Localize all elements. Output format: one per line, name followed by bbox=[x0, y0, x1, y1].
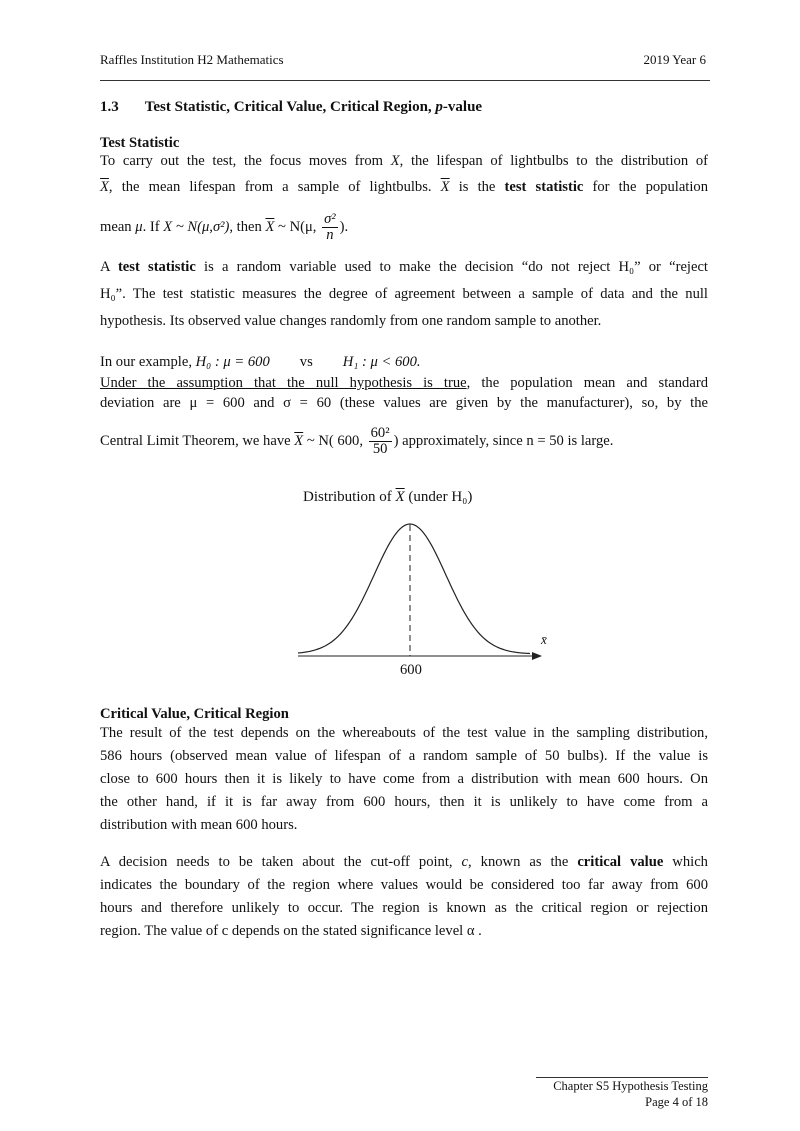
normal-curve bbox=[298, 524, 530, 654]
footer-rule bbox=[536, 1077, 708, 1078]
axis-label: x̄ bbox=[541, 632, 547, 647]
text-line: hours and therefore unlikely to occur. The region is known as the critical region or rejection bbox=[100, 900, 708, 916]
text-line: $\overline{X}$, the mean lifespan from a sample of lightbulbs. $\overline{X}$ is the test statistic for the population bbox=[100, 179, 708, 195]
test-statistic-heading: Test Statistic bbox=[100, 135, 180, 151]
text-line: distribution with mean 600 hours. bbox=[100, 817, 298, 833]
hypotheses-line: In our example, H₀ : μ = 600 vs H₁ : μ < 600. bbox=[100, 354, 421, 370]
header-right: 2019 Year 6 bbox=[643, 52, 706, 67]
math-line: Central Limit Theorem, we have $\overline{X}$ ~ N( 600, $\frac{\text{60²}}{50}$ ) approximately, since n = 50 is large. bbox=[100, 425, 614, 458]
footer-page: Page 4 of 18 bbox=[645, 1095, 708, 1109]
text-line: The result of the test depends on the whereabouts of the test value in the sampling distribution, bbox=[100, 725, 708, 741]
text-line: indicates the boundary of the region where values would be considered too far away from 600 bbox=[100, 877, 708, 893]
text-line: the other hand, if it is far away from 600 hours, then it is unlikely to have come from a bbox=[100, 794, 708, 810]
text-line: H₀”. The test statistic measures the degree of agreement between a sample of data and the null bbox=[100, 286, 708, 302]
critical-heading: Critical Value, Critical Region bbox=[100, 706, 289, 722]
header-left: Raffles Institution H2 Mathematics bbox=[100, 52, 284, 67]
text-line: deviation are μ = 600 and σ = 60 (these values are given by the manufacturer), so, by the bbox=[100, 395, 708, 411]
section-heading: 1.3 Test Statistic, Critical Value, Critical Region, p-value bbox=[100, 99, 483, 115]
text-line: A test statistic is a random variable used to make the decision “do not reject H₀” or “reject bbox=[100, 259, 708, 275]
text-line: hypothesis. Its observed value changes randomly from one random sample to another. bbox=[100, 313, 602, 329]
footer-chapter: Chapter S5 Hypothesis Testing bbox=[553, 1079, 708, 1093]
text-line: 586 hours (observed mean value of lifespan of a random sample of 50 bulbs). If the value is bbox=[100, 748, 708, 764]
math-line: mean μ. If X ~ N(μ,σ²), then $\overline{X}$ ~ N(μ, $\frac{\text{σ²}}{n}$ ). bbox=[100, 211, 349, 244]
text-line: close to 600 hours then it is likely to have come from a distribution with mean 600 hours. On bbox=[100, 771, 708, 787]
figure-title: Distribution of $\overline{X}$ (under H₀) bbox=[303, 489, 473, 505]
text-line: Under the assumption that the null hypothesis is true, the population mean and standard bbox=[100, 375, 708, 391]
text-line: region. The value of c depends on the stated significance level α . bbox=[100, 923, 482, 939]
axis-arrow-icon bbox=[532, 652, 542, 660]
text-line: A decision needs to be taken about the cut-off point, c, known as the critical value which bbox=[100, 854, 708, 870]
text-line: To carry out the test, the focus moves from X, the lifespan of lightbulbs to the distribution of bbox=[100, 153, 708, 169]
mean-label: 600 bbox=[400, 662, 422, 678]
